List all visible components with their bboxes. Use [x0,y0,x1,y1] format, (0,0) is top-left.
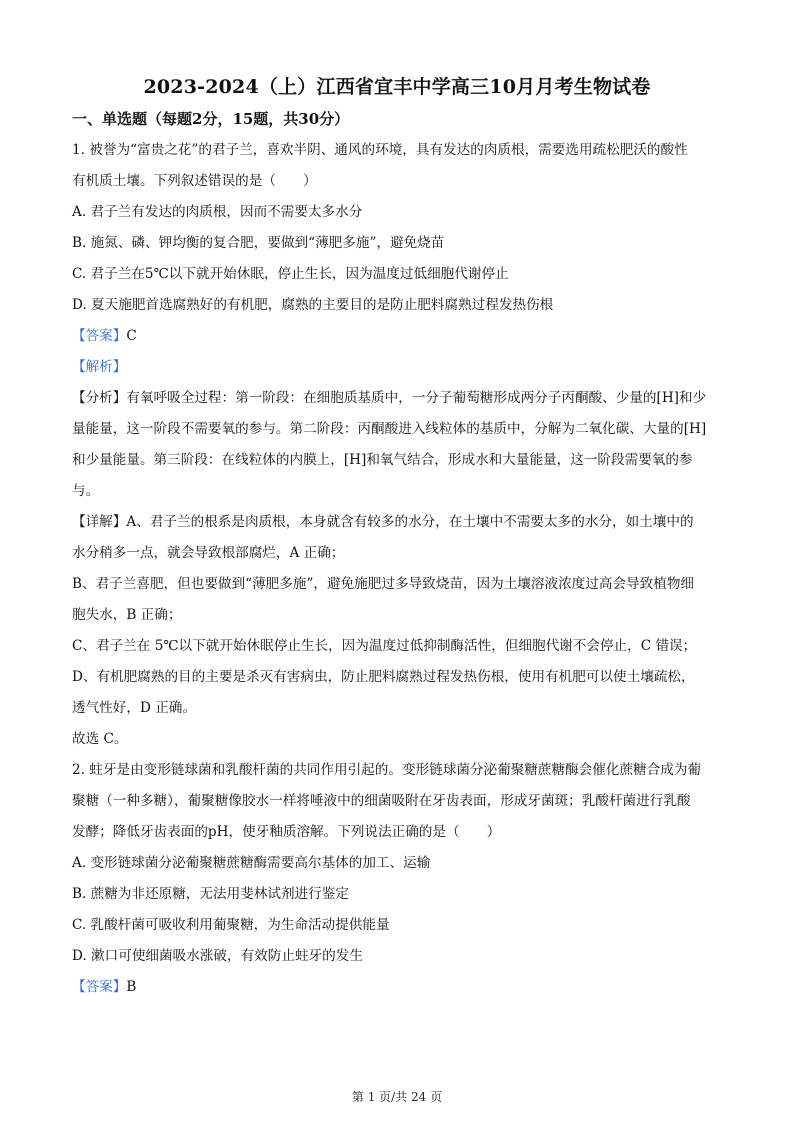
q1-xiangjie-line: B、君子兰喜肥，但也要做到“薄肥多施”，避免施肥过多导致烧苗，因为土壤溶液浓度过高会导致植物细 [72,576,695,592]
answer-tag: 【答案】 [72,328,127,344]
q1-fenxi-line: 与。 [72,483,100,499]
q1-xiangjie-line: 透气性好，D 正确。 [72,700,196,716]
section-heading: 一、单选题（每题2分，15题，共30分） [72,110,350,128]
xiangjie-tag: 【详解】 [72,514,127,530]
q1-xiangjie-line [72,512,732,532]
answer-tag: 【答案】 [72,979,127,995]
q1-xiangjie-line: 胞失水，B 正确； [72,607,182,623]
q2-option-d: D. 漱口可使细菌吸水涨破，有效防止蛀牙的发生 [72,948,363,964]
q1-xiangjie-line: C、君子兰在 5℃以下就开始休眠停止生长，因为温度过低抑制酶活性，但细胞代谢不会停止，C 错误； [72,638,697,654]
q1-xiangjie-line: 水分稍多一点，就会导致根部腐烂，A 正确； [72,545,345,561]
answer-value: C [126,328,137,344]
q1-fenxi-line: 和少量能量。第三阶段：在线粒体的内膜上，[H]和氧气结合，形成水和大量能量，这一阶段需要氧的参 [72,452,693,468]
q1-option-b: B. 施氮、磷、钾均衡的复合肥，要做到“薄肥多施”，避免烧苗 [72,235,445,251]
q2-option-b: B. 蔗糖为非还原糖，无法用斐林试剂进行鉴定 [72,886,349,902]
page-title: 2023-2024（上）江西省宜丰中学高三10月月考生物试卷 [143,76,651,98]
analysis-tag: 【解析】 [72,359,127,375]
q1-conclusion: 故选 C。 [72,731,128,747]
q2-stem-line: 2. 蛀牙是由变形链球菌和乳酸杆菌的共同作用引起的。变形链球菌分泌葡聚糖蔗糖酶会催化蔗糖合成为葡 [72,762,702,778]
fenxi-tag: 【分析】 [72,390,127,406]
answer-value: B [126,979,137,995]
q1-option-c: C. 君子兰在5℃以下就开始休眠，停止生长，因为温度过低细胞代谢停止 [72,266,509,282]
q1-fenxi-line [72,388,732,408]
q1-stem-line: 1. 被誉为“富贵之花”的君子兰，喜欢半阴、通风的环境，具有发达的肉质根，需要选用疏松肥沃的酸性 [72,142,688,158]
q1-analysis-heading [72,357,732,377]
page-footer: 第 1 页/共 24 页 [351,1090,443,1104]
q1-option-a: A. 君子兰有发达的肉质根，因而不需要太多水分 [72,204,363,220]
q1-xiangjie-line: D、有机肥腐熟的目的主要是杀灭有害病虫，防止肥料腐熟过程发热伤根，使用有机肥可以使土壤疏松， [72,669,695,685]
q2-option-c: C. 乳酸杆菌可吸收利用葡聚糖，为生命活动提供能量 [72,917,390,933]
fenxi-text: 有氧呼吸全过程：第一阶段：在细胞质基质中，一分子葡萄糖形成两分子丙酮酸、少量的[H]和少 [126,390,707,406]
q2-stem-line: 聚糖（一种多糖），葡聚糖像胶水一样将唾液中的细菌吸附在牙齿表面，形成牙菌斑；乳酸杆菌进行乳酸 [72,793,691,809]
q2-answer [72,977,732,997]
q1-stem-line: 有机质土壤。下列叙述错误的是（ ） [72,173,317,189]
q1-option-d: D. 夏天施肥首选腐熟好的有机肥，腐熟的主要目的是防止肥料腐熟过程发热伤根 [72,297,554,313]
q2-stem-line: 发酵；降低牙齿表面的pH，使牙釉质溶解。下列说法正确的是（ ） [72,824,501,840]
xiangjie-text: A、君子兰的根系是肉质根，本身就含有较多的水分，在土壤中不需要太多的水分，如土壤中的 [126,514,694,530]
q1-fenxi-line: 量能量，这一阶段不需要氧的参与。第二阶段：丙酮酸进入线粒体的基质中，分解为二氧化碳、大量的[H] [72,421,707,437]
q2-option-a: A. 变形链球菌分泌葡聚糖蔗糖酶需要高尔基体的加工、运输 [72,855,431,871]
q1-answer [72,326,732,346]
